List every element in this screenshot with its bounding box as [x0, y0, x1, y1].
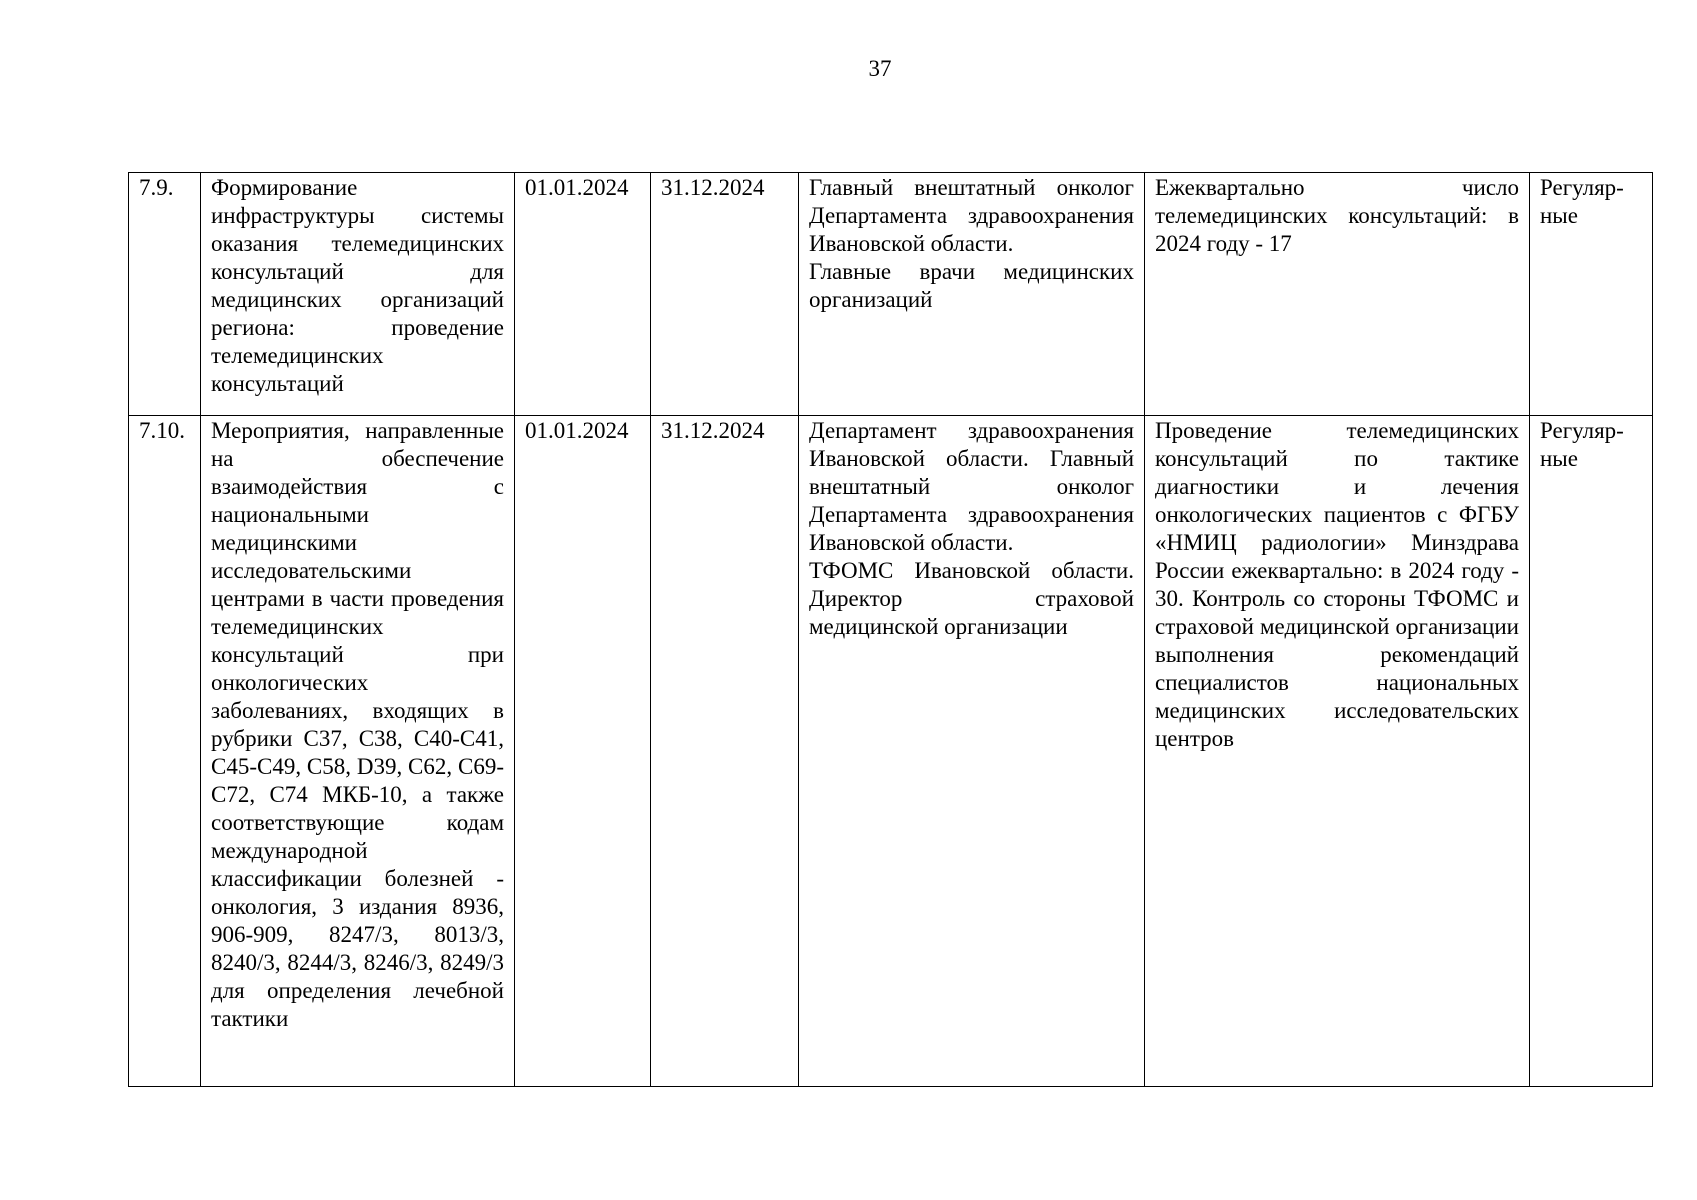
page-number: 37: [868, 56, 892, 81]
activity-cell: Формирование инфраструктуры системы оказания телемедицинских консультаций для медицинских организаций региона: проведение телемедицинских консультаций: [201, 173, 515, 416]
responsible-cell: [799, 416, 1145, 1087]
type-cell: Регуляр-ные: [1530, 416, 1653, 1087]
responsible-line: Департамент здравоохранения Ивановской области. Главный внештатный онколог Департамента здравоохранения Ивановской области.: [809, 418, 1134, 555]
table-row: [129, 416, 1653, 1087]
type-cell: Регуляр-ные: [1530, 173, 1653, 416]
responsible-line: ТФОМС Ивановской области. Директор страховой медицинской организации: [809, 558, 1134, 639]
responsible-line: Главный внештатный онколог Департамента здравоохранения Ивановской области.: [809, 175, 1134, 256]
row-number: 7.9.: [129, 173, 201, 416]
activity-table: [128, 172, 1653, 1087]
row-number: 7.10.: [129, 416, 201, 1087]
responsible-line: Главные врачи медицинских организаций: [809, 259, 1134, 312]
result-cell: Проведение телемедицинских консультаций по тактике диагностики и лечения онкологических пациентов с ФГБУ «НМИЦ радиологии» Минздрава России ежеквартально: в 2024 году - 30. Контроль со стороны ТФОМС и страховой медицинской организации выполнения рекомендаций специалистов национальных медицинских исследовательских центров: [1145, 416, 1530, 1087]
activity-cell: Мероприятия, направленные на обеспечение взаимодействия с национальными медицинскими исследовательскими центрами в части проведения телемедицинских консультаций при онкологических заболеваниях, входящих в рубрики С37, С38, С40-С41, С45-С49, С58, D39, С62, С69-С72, С74 МКБ-10, а также соответствующие кодам международной классификации болезней - онкология, 3 издания 8936, 906-909, 8247/3, 8013/3, 8240/3, 8244/3, 8246/3, 8249/3 для определения лечебной тактики: [201, 416, 515, 1087]
end-date-cell: 31.12.2024: [651, 416, 799, 1087]
start-date-cell: 01.01.2024: [515, 416, 651, 1087]
start-date-cell: 01.01.2024: [515, 173, 651, 416]
responsible-cell: [799, 173, 1145, 416]
table-row: [129, 173, 1653, 416]
result-cell: Ежеквартально число телемедицинских консультаций: в 2024 году - 17: [1145, 173, 1530, 416]
end-date-cell: 31.12.2024: [651, 173, 799, 416]
